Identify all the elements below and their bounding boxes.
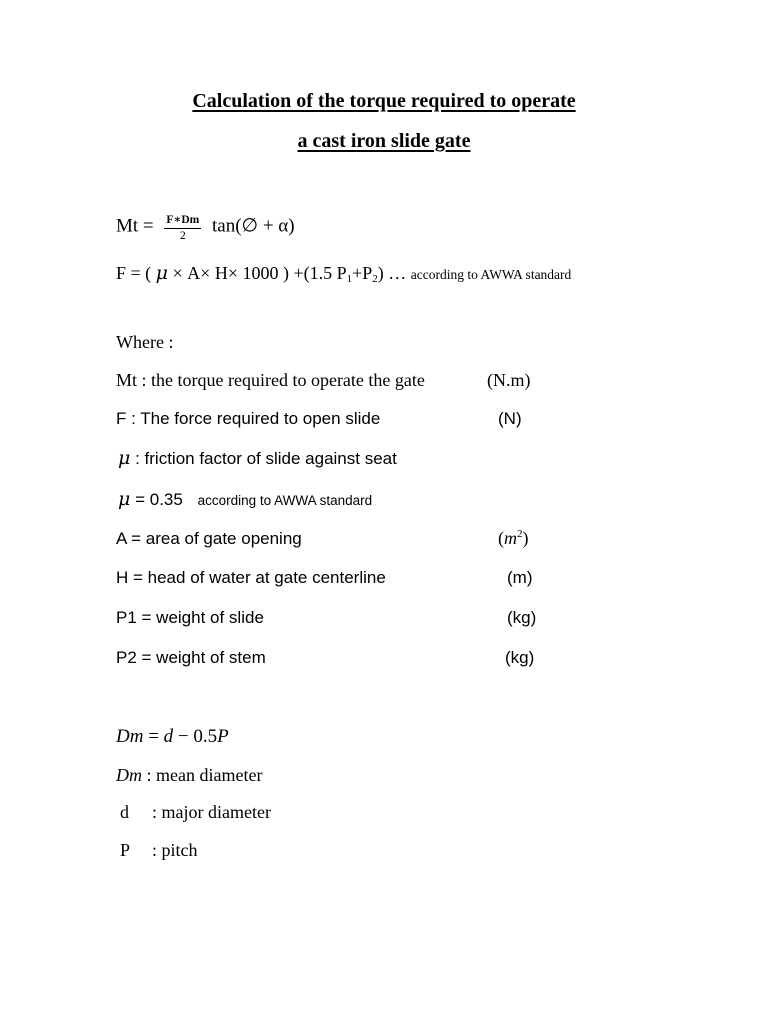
dm-symbol: Dm xyxy=(116,726,144,747)
def-dm xyxy=(116,765,262,786)
title-line-1: Calculation of the torque required to operate xyxy=(192,90,576,112)
def-p1: P1 = weight of slide xyxy=(116,608,264,627)
force-formula-part2: +P xyxy=(352,263,373,283)
torque-formula-fraction xyxy=(164,212,201,242)
def-h-unit: (m) xyxy=(507,568,533,587)
def-dm-text: : mean diameter xyxy=(146,765,263,785)
def-mu-value-note: according to AWWA standard xyxy=(197,493,373,508)
def-p2: P2 = weight of stem xyxy=(116,648,266,667)
def-p1-unit: (kg) xyxy=(507,608,537,627)
def-mu-value xyxy=(118,488,372,510)
def-f-unit: (N) xyxy=(498,409,522,428)
def-mt: Mt : the torque required to operate the gate xyxy=(116,370,425,390)
where-label: Where : xyxy=(116,332,174,352)
def-a-unit: $(m^2)$ xyxy=(498,528,529,548)
dm-symbol: Dm xyxy=(116,765,142,785)
def-mu xyxy=(118,447,397,469)
force-formula-part3: ) … xyxy=(377,263,407,283)
mu-symbol: μ xyxy=(155,262,169,284)
def-p-symbol: P xyxy=(120,840,131,860)
mu-symbol: μ xyxy=(118,488,131,510)
torque-formula-rhs: tan(∅ + α) xyxy=(212,215,295,237)
subscript-1: 1 xyxy=(346,273,353,285)
fraction-denominator: 2 xyxy=(179,230,186,242)
def-h: H = head of water at gate centerline xyxy=(116,568,386,587)
def-mt-unit: (N.m) xyxy=(487,370,531,390)
minus-term: − 0.5 xyxy=(177,726,218,747)
def-a: A = area of gate opening xyxy=(116,529,302,548)
def-f: F : The force required to open slide xyxy=(116,409,381,428)
def-p2-unit: (kg) xyxy=(505,648,535,667)
def-mu-text: : friction factor of slide against seat xyxy=(135,449,397,468)
force-formula-prefix: F = ( xyxy=(116,263,152,283)
def-a-unit-base: m xyxy=(504,528,517,548)
def-mu-value-text: = 0.35 xyxy=(135,490,183,509)
def-p-text: : pitch xyxy=(152,840,198,860)
equals-sign: = xyxy=(148,726,159,747)
force-formula xyxy=(116,262,571,285)
mean-diameter-formula xyxy=(116,726,229,748)
title-line-2: a cast iron slide gate xyxy=(297,130,471,152)
force-formula-part1: × A× H× 1000 ) +(1.5 P xyxy=(172,263,347,283)
def-d-text: : major diameter xyxy=(152,802,271,822)
def-d-symbol: d xyxy=(120,802,129,822)
torque-formula xyxy=(116,212,295,242)
def-a-unit-exponent: 2 xyxy=(517,528,523,540)
fraction-numerator: F∗Dm xyxy=(164,212,201,229)
d-symbol: d xyxy=(163,726,174,747)
mu-symbol: μ xyxy=(118,447,131,469)
force-formula-note: according to AWWA standard xyxy=(410,267,572,282)
subscript-2: 2 xyxy=(372,273,378,285)
p-symbol: P xyxy=(217,726,229,747)
torque-formula-lhs: Mt = xyxy=(116,215,154,237)
